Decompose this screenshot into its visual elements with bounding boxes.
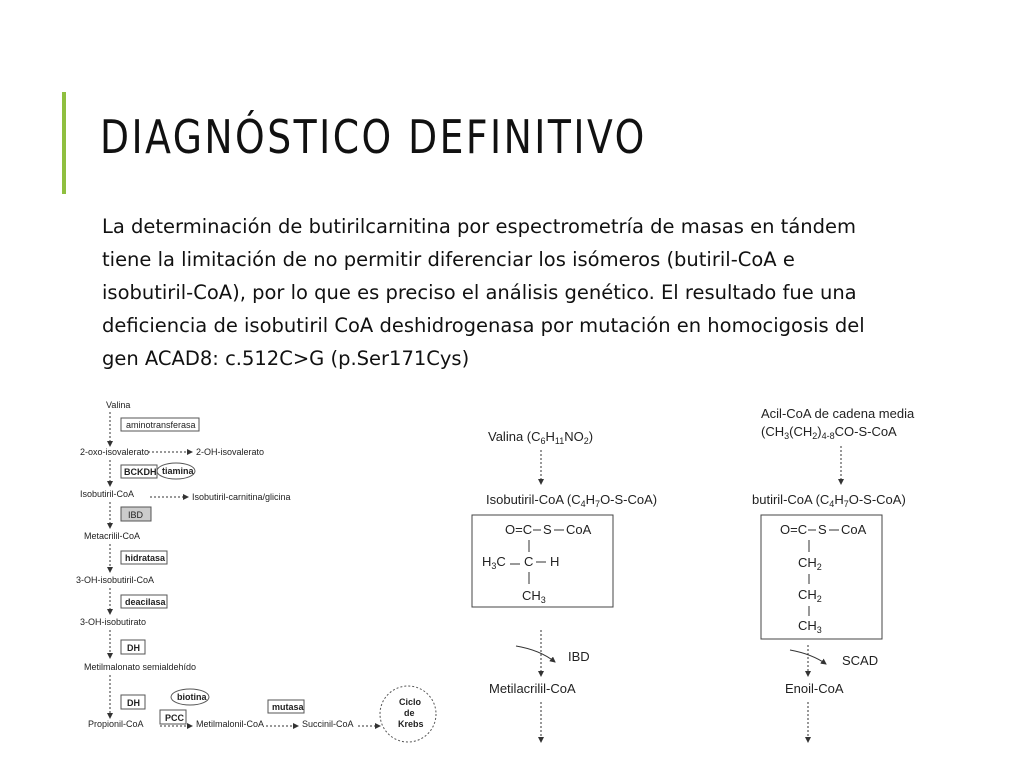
krebs-label-1: Ciclo — [399, 697, 422, 707]
body-line: deficiencia de isobutiril CoA deshidrogenasa por mutación en homocigosis del — [102, 314, 865, 337]
ch3-label: $CH_3$ — [798, 618, 822, 635]
succinil-label: Succinil-CoA — [302, 719, 354, 729]
coa-label: CoA — [566, 522, 592, 537]
isobutiril-formula: Isobutiril-CoA $(C_4H_7O-S-CoA)$ — [486, 492, 658, 509]
oh-isobutiril-label: 3-OH-isobutiril-CoA — [76, 575, 155, 585]
metacrilil-label: Metacrilil-CoA — [84, 531, 141, 541]
isobutiril-coa-structure — [472, 429, 657, 742]
tiamina-label: tiamina — [162, 466, 194, 476]
dh-label-1: DH — [127, 643, 140, 653]
s-label: S — [818, 522, 827, 537]
oxo-isovalerato-label: 2-oxo-isovalerato — [80, 447, 150, 457]
krebs-label-3: Krebs — [398, 719, 424, 729]
krebs-label-2: de — [404, 708, 415, 718]
metilmalonato-label: Metilmalonato semialdehído — [84, 662, 197, 672]
pcc-label: PCC — [165, 713, 185, 723]
hidratasa-label: hidratasa — [125, 553, 166, 563]
ch2-label-1: $CH_2$ — [798, 555, 822, 572]
propionil-label: Propionil-CoA — [88, 719, 144, 729]
butiril-coa-structure — [752, 406, 915, 742]
body-line: gen ACAD8: c.512C>G (p.Ser171Cys) — [102, 347, 470, 370]
dh-label-2: DH — [127, 698, 140, 708]
enoil-label: Enoil-CoA — [785, 681, 844, 696]
h-label: H — [550, 554, 560, 569]
oh-isovalerato-label: 2-OH-isovalerato — [196, 447, 265, 457]
bckdh-label: BCKDH — [124, 467, 157, 477]
ibd-label: IBD — [128, 510, 144, 520]
metilacrilil-label: Metilacrilil-CoA — [489, 681, 576, 696]
oc-label: O=C — [780, 522, 808, 537]
body-line: isobutiril-CoA), por lo que es preciso el análisis genético. El resultado fue una — [102, 281, 857, 304]
ch2-label-2: $CH_2$ — [798, 587, 822, 604]
valina-label: Valina — [106, 400, 131, 410]
valine-catabolism-pathway — [76, 400, 436, 742]
butiril-formula: butiril-CoA $(C_4H_7O-S-CoA)$ — [752, 492, 906, 509]
isobutiril-carnitina-label: Isobutiril-carnitina/glicina — [192, 492, 291, 502]
scad-enzyme-label: SCAD — [842, 653, 879, 668]
coa-label: CoA — [841, 522, 867, 537]
isobutiril-coa-label: Isobutiril-CoA — [80, 489, 135, 499]
body-line: tiene la limitación de no permitir diferenciar los isómeros (butiril-CoA e — [102, 248, 795, 271]
valina-formula: Valina $(C_6H_{11}NO_2)$ — [488, 429, 594, 446]
oh-isobutirato-label: 3-OH-isobutirato — [80, 617, 147, 627]
body-line: La determinación de butirilcarnitina por espectrometría de masas en tándem — [102, 215, 856, 238]
aminotransferasa-label: aminotransferasa — [126, 420, 196, 430]
deacilasa-label: deacilasa — [125, 597, 166, 607]
metilmalonil-label: Metilmalonil-CoA — [196, 719, 265, 729]
acil-coa-formula: ($CH_3(CH_2)_{4-8}CO-S$-CoA — [761, 424, 897, 441]
ibd-reaction-arrow — [516, 646, 555, 662]
oc-label: O=C — [505, 522, 533, 537]
biotina-label: biotina — [177, 692, 207, 702]
h3c-label: $H_3C$ — [482, 554, 506, 571]
ibd-enzyme-label: IBD — [568, 649, 590, 664]
acil-coa-label: Acil-CoA de cadena media — [761, 406, 915, 421]
slide-title: DIAGNÓSTICO DEFINITIVO — [100, 110, 647, 164]
ch3-label: $CH_3$ — [522, 588, 546, 605]
s-label: S — [543, 522, 552, 537]
c-label: C — [524, 554, 534, 569]
mutasa-label: mutasa — [272, 702, 304, 712]
